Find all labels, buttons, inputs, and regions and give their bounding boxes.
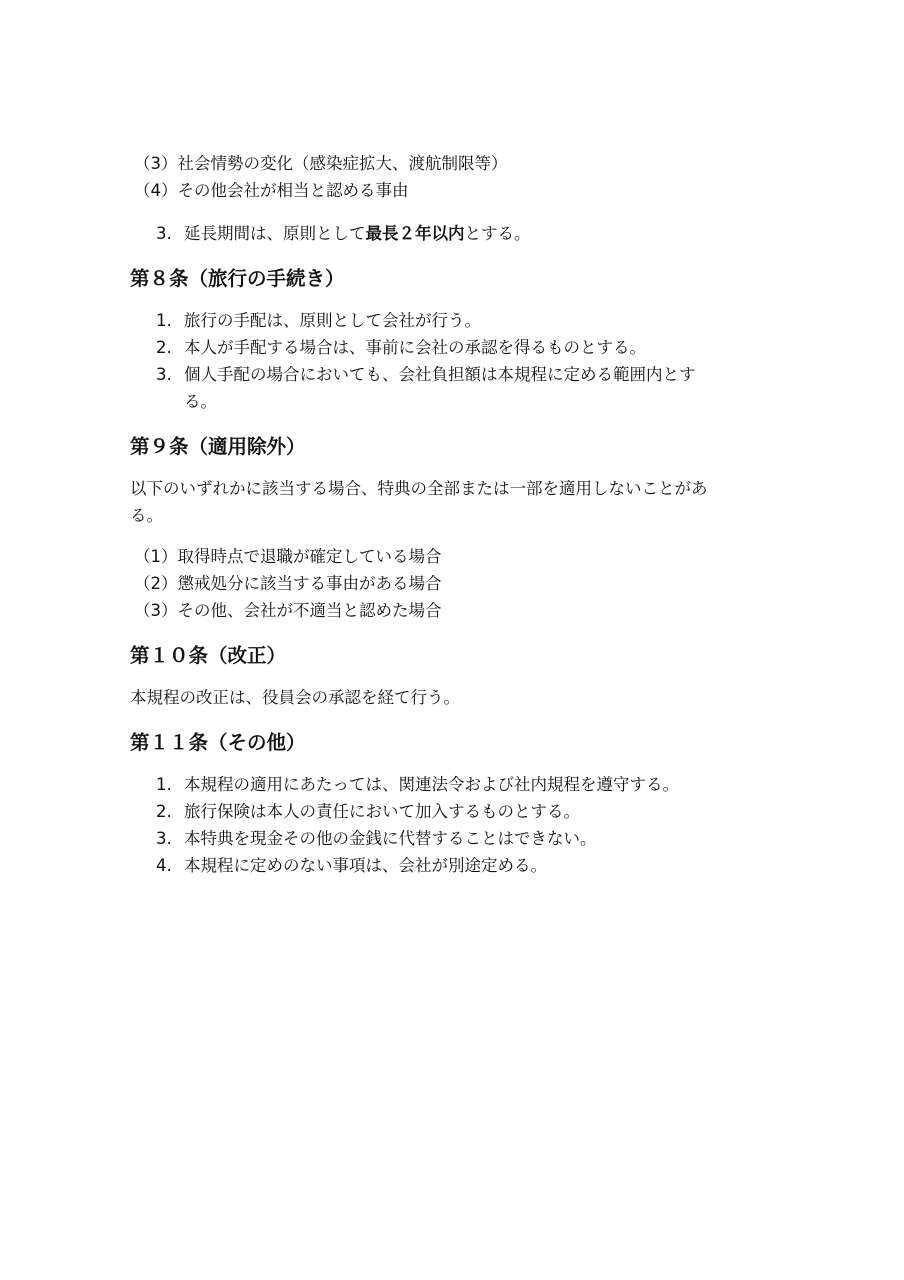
paren-text: 懲戒処分に該当する事由がある場合 [177,574,442,593]
paren-text: 社会情勢の変化（感染症拡大、渡航制限等） [177,154,508,173]
section7-numbered-list [156,220,790,247]
section8-numbered-list [156,307,790,415]
paren-number: （2） [134,574,178,593]
list-item [156,771,790,798]
item-number: 1. [156,311,172,330]
item-text: 旅行保険は本人の責任において加入するものとする。 [184,802,580,821]
paren-number: （1） [134,547,178,566]
item-text: 本規程の適用にあたっては、関連法令および社内規程を遵守する。 [184,775,679,794]
paren-item [134,543,790,570]
list-item [156,220,790,247]
item-number: 2. [156,802,172,821]
section10-paragraph: 本規程の改正は、役員会の承認を経て行う。 [130,688,460,707]
paren-text: その他会社が相当と認める事由 [177,181,409,200]
item-text-line1: 個人手配の場合においても、会社負担額は本規程に定める範囲内とす [184,365,696,384]
paren-item [134,150,790,177]
paren-number: （4） [134,181,178,200]
paren-number: （3） [134,601,178,620]
item-number: 3. [156,365,172,384]
item-text-bold: 最長２年以内 [365,224,465,243]
list-item [156,361,790,415]
section11-heading: 第１１条（その他） [130,731,306,754]
paren-item [134,597,790,624]
section11-numbered-list [156,771,790,879]
list-item [156,307,790,334]
item-number: 4. [156,856,172,875]
item-number: 3. [156,829,172,848]
list-item [156,334,790,361]
section9-paren-list [134,543,790,624]
paren-item [134,570,790,597]
paren-item [134,177,790,204]
paragraph-line1: 以下のいずれかに該当する場合、特典の全部または一部を適用しないことがあ [130,479,708,498]
item-text: 旅行の手配は、原則として会社が行う。 [184,311,481,330]
paren-text: その他、会社が不適当と認めた場合 [177,601,442,620]
item-number: 2. [156,338,172,357]
section7-paren-list [134,150,790,204]
item-text: 本人が手配する場合は、事前に会社の承認を得るものとする。 [184,338,646,357]
section8-heading: 第８条（旅行の手続き） [130,267,345,290]
list-item [156,825,790,852]
paren-text: 取得時点で退職が確定している場合 [177,547,442,566]
item-text: 本特典を現金その他の金銭に代替することはできない。 [184,829,597,848]
paren-number: （3） [134,154,178,173]
section10-heading: 第１０条（改正） [130,644,287,667]
item-text-pre: 延長期間は、原則として [184,224,366,243]
document-content [130,150,790,879]
section9-heading: 第９条（適用除外） [130,435,306,458]
item-text-post: とする。 [464,224,531,243]
item-number: 3. [156,224,172,243]
list-item [156,852,790,879]
paragraph-line2: る。 [130,506,163,525]
item-text: 本規程に定めのない事項は、会社が別途定める。 [184,856,547,875]
section9-paragraph [130,475,790,529]
list-item [156,798,790,825]
item-text-line2: る。 [184,392,217,411]
item-number: 1. [156,775,172,794]
